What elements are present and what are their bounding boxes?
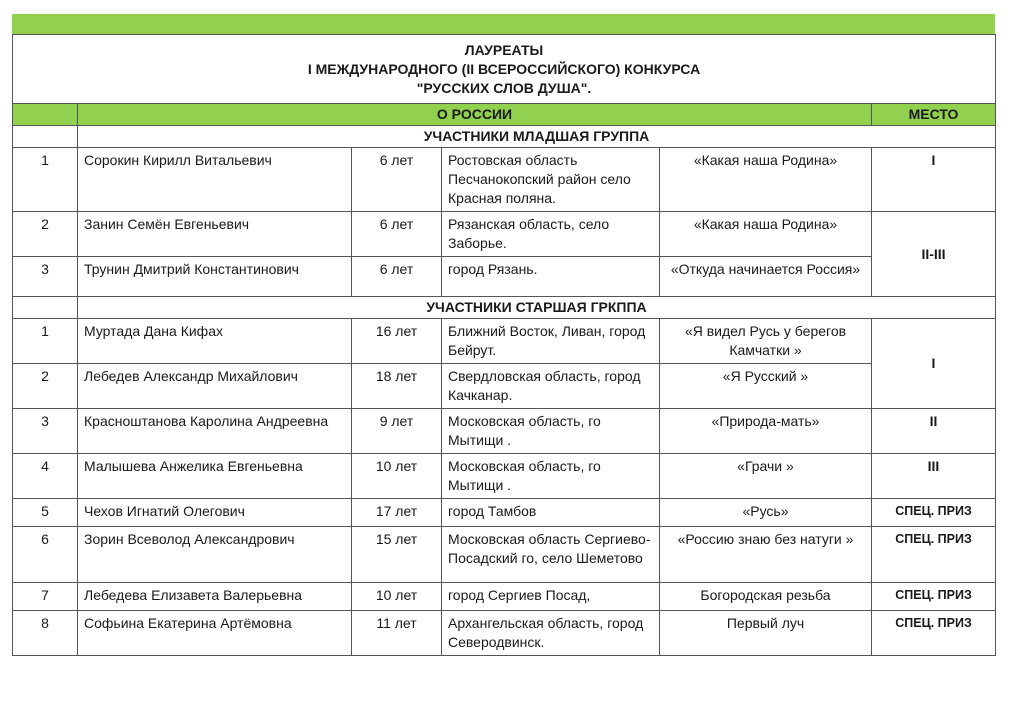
table-row xyxy=(13,148,996,212)
work-title: «Русь» xyxy=(660,499,872,527)
work-title: Первый луч xyxy=(660,611,872,656)
participant-name: Трунин Дмитрий Константинович xyxy=(78,257,352,297)
place-cell: СПЕЦ. ПРИЗ xyxy=(872,527,996,583)
work-title: Богородская резьба xyxy=(660,583,872,611)
place-cell: СПЕЦ. ПРИЗ xyxy=(872,611,996,656)
row-number: 2 xyxy=(13,364,78,409)
work-title: «Какая наша Родина» xyxy=(660,212,872,257)
row-number: 3 xyxy=(13,409,78,454)
table-row xyxy=(13,454,996,499)
participant-age: 9 лет xyxy=(352,409,442,454)
participant-location: Свердловская область, город Качканар. xyxy=(442,364,660,409)
participant-name: Красноштанова Каролина Андреевна xyxy=(78,409,352,454)
work-title: «Я Русский » xyxy=(660,364,872,409)
place-column-header: МЕСТО xyxy=(872,104,996,126)
table-row xyxy=(13,319,996,364)
row-number: 1 xyxy=(13,319,78,364)
participant-name: Сорокин Кирилл Витальевич xyxy=(78,148,352,212)
participant-age: 15 лет xyxy=(352,527,442,583)
work-title: «Какая наша Родина» xyxy=(660,148,872,212)
participant-name: Лебедев Александр Михайлович xyxy=(78,364,352,409)
work-title: «Откуда начинается Россия» xyxy=(660,257,872,297)
participant-age: 6 лет xyxy=(352,212,442,257)
table-row xyxy=(13,409,996,454)
participant-age: 6 лет xyxy=(352,257,442,297)
participant-location: Рязанская область, село Заборье. xyxy=(442,212,660,257)
junior-group-row xyxy=(13,126,996,148)
section-title: О РОССИИ xyxy=(78,104,872,126)
row-number: 7 xyxy=(13,583,78,611)
top-green-bar xyxy=(12,14,995,34)
senior-group-row xyxy=(13,297,996,319)
place-cell: II xyxy=(872,409,996,454)
junior-group-label: УЧАСТНИКИ МЛАДШАЯ ГРУППА xyxy=(78,126,996,148)
participant-location: Московская область Сергиево-Посадский го, село Шеметово xyxy=(442,527,660,583)
place-cell: СПЕЦ. ПРИЗ xyxy=(872,583,996,611)
row-number: 4 xyxy=(13,454,78,499)
participant-name: Софьина Екатерина Артёмовна xyxy=(78,611,352,656)
participant-age: 6 лет xyxy=(352,148,442,212)
title-line-2: I МЕЖДУНАРОДНОГО (II ВСЕРОССИЙСКОГО) КОНКУРСА xyxy=(307,60,701,77)
participant-age: 16 лет xyxy=(352,319,442,364)
table-row xyxy=(13,364,996,409)
shared-place-cell: II-III xyxy=(872,212,996,297)
table-row xyxy=(13,257,996,297)
title-row xyxy=(13,35,996,104)
work-title: «Грачи » xyxy=(660,454,872,499)
senior-group-spacer xyxy=(13,297,78,319)
participant-location: Ближний Восток, Ливан, город Бейрут. xyxy=(442,319,660,364)
participant-location: Московская область, го Мытищи . xyxy=(442,454,660,499)
work-title: «Россию знаю без натуги » xyxy=(660,527,872,583)
row-number: 5 xyxy=(13,499,78,527)
participant-name: Малышева Анжелика Евгеньевна xyxy=(78,454,352,499)
place-cell: I xyxy=(872,148,996,212)
table-row xyxy=(13,611,996,656)
table-row xyxy=(13,527,996,583)
table-row xyxy=(13,583,996,611)
participant-location: Ростовская область Песчанокопский район село Красная поляна. xyxy=(442,148,660,212)
participant-location: город Тамбов xyxy=(442,499,660,527)
row-number: 2 xyxy=(13,212,78,257)
work-title: «Природа-мать» xyxy=(660,409,872,454)
participant-age: 10 лет xyxy=(352,454,442,499)
participant-location: Архангельская область, город Северодвинск. xyxy=(442,611,660,656)
participant-name: Муртада Дана Кифах xyxy=(78,319,352,364)
work-title: «Я видел Русь у берегов Камчатки » xyxy=(660,319,872,364)
table-row xyxy=(13,499,996,527)
title-line-1: ЛАУРЕАТЫ xyxy=(464,41,544,58)
participant-age: 17 лет xyxy=(352,499,442,527)
row-number: 8 xyxy=(13,611,78,656)
participant-name: Лебедева Елизавета Валерьевна xyxy=(78,583,352,611)
junior-group-spacer xyxy=(13,126,78,148)
title-line-3: "РУССКИХ СЛОВ ДУША". xyxy=(416,79,592,96)
place-cell: III xyxy=(872,454,996,499)
participant-age: 11 лет xyxy=(352,611,442,656)
place-cell: СПЕЦ. ПРИЗ xyxy=(872,499,996,527)
senior-group-label: УЧАСТНИКИ СТАРШАЯ ГРКППА xyxy=(78,297,996,319)
participant-location: город Рязань. xyxy=(442,257,660,297)
laureates-table xyxy=(12,34,996,656)
document-title xyxy=(13,35,996,104)
table-row xyxy=(13,212,996,257)
row-number: 6 xyxy=(13,527,78,583)
participant-age: 10 лет xyxy=(352,583,442,611)
row-number: 1 xyxy=(13,148,78,212)
participant-age: 18 лет xyxy=(352,364,442,409)
shared-place-cell: I xyxy=(872,319,996,409)
participant-name: Занин Семён Евгеньевич xyxy=(78,212,352,257)
participant-name: Зорин Всеволод Александрович xyxy=(78,527,352,583)
row-number: 3 xyxy=(13,257,78,297)
participant-name: Чехов Игнатий Олегович xyxy=(78,499,352,527)
participant-location: город Сергиев Посад, xyxy=(442,583,660,611)
section-header-row xyxy=(13,104,996,126)
section-header-spacer xyxy=(13,104,78,126)
participant-location: Московская область, го Мытищи . xyxy=(442,409,660,454)
